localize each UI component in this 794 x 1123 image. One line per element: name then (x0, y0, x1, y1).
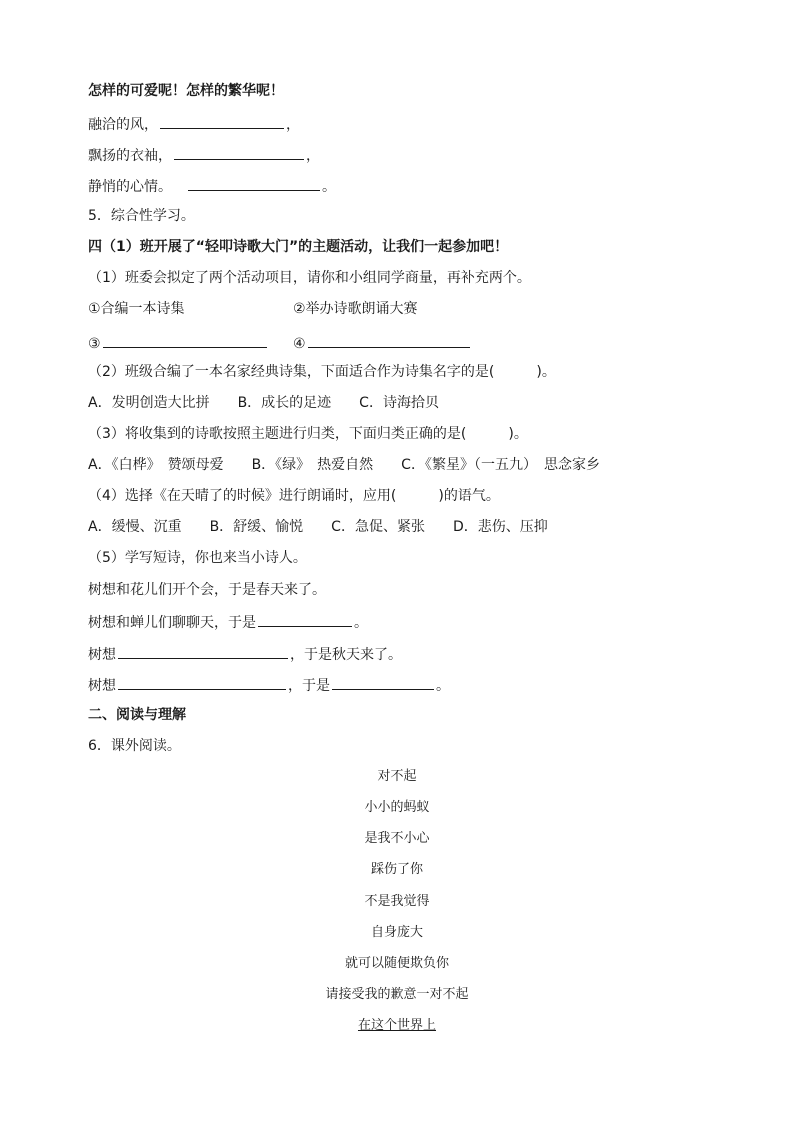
fill-line-2 (88, 144, 320, 164)
poem-line: 小小的蚂蚁 (364, 800, 430, 815)
activity-blank-4[interactable] (308, 332, 470, 348)
fill-line-3-end: 。 (322, 179, 336, 195)
question-5-4 (88, 486, 500, 506)
poem-blank-4a[interactable] (118, 674, 286, 690)
poem-line: 就可以随便欺负你 (344, 956, 449, 971)
poem-line: 踩伤了你 (370, 862, 423, 877)
poem-title: 对不起 (377, 769, 417, 784)
activity-item-2: ②举办诗歌朗诵大赛 (293, 301, 418, 317)
poem-intro-line: 怎样的可爱呢！怎样的繁华呢！ (88, 83, 284, 99)
question-5-4-text: （4）选择《在天晴了的时候》进行朗诵时，应用( (88, 488, 397, 504)
answer-blank-3[interactable] (188, 175, 320, 191)
question-5-title: 5．综合性学习。 (88, 208, 195, 224)
question-5-4-close: )的语气。 (438, 488, 500, 504)
activity-item-4-label: ④ (293, 336, 306, 352)
question-5-2-text: （2）班级合编了一本名家经典诗集，下面适合作为诗集名字的是( (88, 364, 495, 380)
poem-write-line-4-text: 树想 (88, 678, 116, 694)
poem-write-line-4-end: 。 (436, 678, 450, 694)
question-5-intro: 四（1）班开展了“轻叩诗歌大门”的主题活动，让我们一起参加吧！ (88, 239, 509, 255)
poem-line: 自身庞大 (370, 925, 423, 940)
poem-write-line-2 (88, 611, 368, 631)
fill-line-3-label: 静悄的心情。 (88, 179, 172, 195)
question-5-3-options: A．《白桦》 赞颂母爱 B．《绿》 热爱自然 C．《繁星》（一五九） 思念家乡 (88, 457, 600, 473)
question-5-2 (88, 362, 556, 382)
poem-blank-3[interactable] (118, 643, 288, 659)
question-5-3-text: （3）将收集到的诗歌按照主题进行归类，下面归类正确的是( (88, 426, 467, 442)
answer-blank-1[interactable] (160, 113, 284, 129)
poem-example-line: 树想和花儿们开个会，于是春天来了。 (88, 582, 326, 598)
activity-item-1: ①合编一本诗集 (88, 301, 185, 317)
poem-line-underlined (0, 1016, 794, 1036)
question-5-4-options: A．缓慢、沉重 B．舒缓、愉悦 C．急促、紧张 D．悲伤、压抑 (88, 519, 548, 535)
poem-write-line-3-text: 树想 (88, 647, 116, 663)
activity-item-4 (293, 332, 472, 352)
poem-line: 是我不小心 (364, 831, 430, 846)
poem-write-line-3-end: ，于是秋天来了。 (290, 647, 402, 663)
poem-line-underlined-text: 在这个世界上 (357, 1018, 436, 1033)
fill-line-1-end: ， (286, 117, 300, 133)
fill-line-3 (88, 175, 336, 195)
poem-write-line-3 (88, 643, 402, 663)
question-5-3 (88, 424, 528, 444)
question-5-5: （5）学写短诗，你也来当小诗人。 (88, 550, 307, 566)
question-5-2-options: A．发明创造大比拼 B．成长的足迹 C．诗海拾贝 (88, 395, 439, 411)
poem-write-line-2-text: 树想和蝉儿们聊聊天，于是 (88, 615, 256, 631)
poem-write-line-2-end: 。 (354, 615, 368, 631)
activity-item-3 (88, 332, 269, 352)
fill-line-1 (88, 113, 300, 133)
poem-blank-4b[interactable] (332, 674, 434, 690)
fill-line-2-end: ， (306, 148, 320, 164)
poem-line: 请接受我的歉意一对不起 (325, 987, 469, 1002)
question-5-2-close: )。 (536, 364, 556, 380)
activity-item-3-label: ③ (88, 336, 101, 352)
question-6-title: 6．课外阅读。 (88, 738, 181, 754)
poem-write-line-4-mid: ，于是 (288, 678, 330, 694)
poem-blank-2[interactable] (258, 611, 352, 627)
poem-write-line-4 (88, 674, 450, 694)
poem-line: 不是我觉得 (364, 894, 430, 909)
section-heading: 二、阅读与理解 (88, 707, 186, 723)
question-5-1: （1）班委会拟定了两个活动项目，请你和小组同学商量，再补充两个。 (88, 270, 531, 286)
fill-line-1-label: 融洽的风， (88, 117, 158, 133)
activity-blank-3[interactable] (103, 332, 267, 348)
fill-line-2-label: 飘扬的衣袖， (88, 148, 172, 164)
answer-blank-2[interactable] (174, 144, 304, 160)
question-5-3-close: )。 (508, 426, 528, 442)
